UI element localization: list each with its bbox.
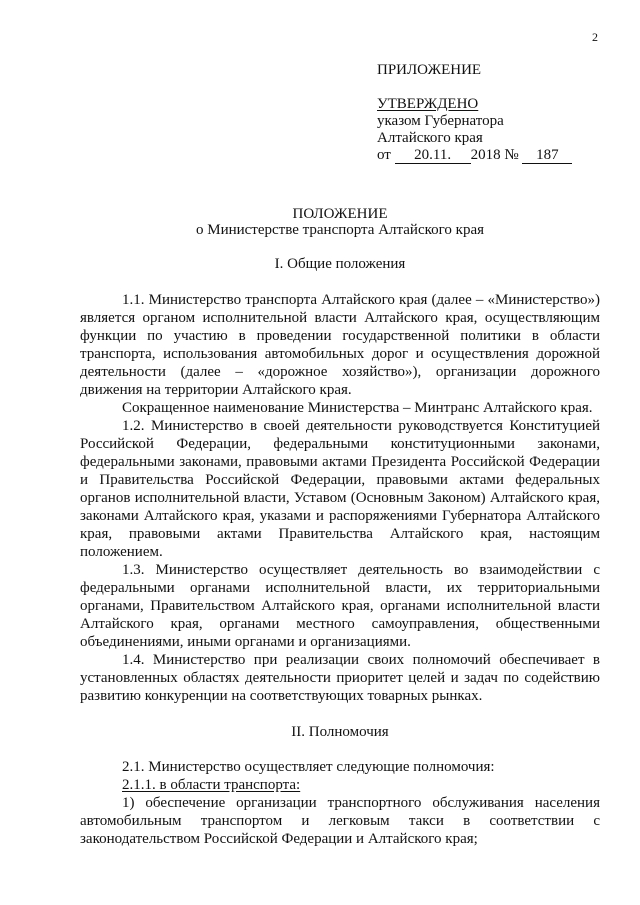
section-2-heading: II. Полномочия: [291, 724, 389, 740]
number-sign: №: [504, 147, 519, 163]
approved-region-line: Алтайского края: [377, 130, 483, 146]
section-1-body: [80, 291, 600, 705]
section-1-heading: I. Общие положения: [274, 256, 406, 272]
approved-label: УТВЕРЖДЕНО: [377, 96, 479, 112]
approval-number: 187: [522, 148, 572, 164]
approval-block: [377, 96, 617, 164]
paragraph-1-4: 1.4. Министерство при реализации своих полномочий обеспечивает в установленных областях деятельности приоритет целей и задач по содействию развитию конкуренции на соответствующих товарных рынках.: [80, 652, 600, 704]
approval-date: 20.11.: [395, 148, 471, 164]
paragraph-2-1: 2.1. Министерство осуществляет следующие полномочия:: [122, 759, 495, 775]
approval-date-line: [377, 147, 617, 164]
paragraph-short-name: Сокращенное наименование Министерства – Минтранс Алтайского края.: [122, 400, 593, 416]
document-title: ПОЛОЖЕНИЕ: [292, 206, 388, 222]
page-number: 2: [592, 30, 598, 44]
paragraph-2-1-1: 2.1.1. в области транспорта:: [122, 777, 301, 793]
appendix-label: ПРИЛОЖЕНИЕ: [377, 62, 482, 78]
section-2-body: [80, 758, 600, 848]
document-subtitle: о Министерстве транспорта Алтайского края: [195, 222, 484, 238]
paragraph-1-3: 1.3. Министерство осуществляет деятельность во взаимодействии с федеральными органами исполнительной власти, их территориальными органами, Правительством Алтайского края, органами исполнительной власти Алтайского края, органами местного самоуправления, общественными объединениями, иными органами и организациями.: [80, 562, 600, 650]
from-label: от: [377, 147, 391, 163]
paragraph-1-1: 1.1. Министерство транспорта Алтайского края (далее – «Министерство») является органом исполнительной власти Алтайского края, осуществляющим функции по участию в проведении государственной политики в области транспорта, использования автомобильных дорог и осуществления дорожной деятельности (далее – «дорожное хозяйство»), организации дорожного движения на территории Алтайского края.: [80, 292, 600, 398]
approval-year: 2018: [470, 147, 501, 163]
paragraph-1-2: 1.2. Министерство в своей деятельности руководствуется Конституцией Российской Федерации, федеральными конституционными законами, федеральными законами, правовыми актами Президента Российской Федерации и Правительства Российской Федерации, правовыми актами федеральных органов исполнительной власти, Уставом (Основным Законом) Алтайского края, законами Алтайского края, указами и распоряжениями Губернатора Алтайского края, правовыми актами Правительства Алтайского края, настоящим положением.: [80, 418, 600, 560]
paragraph-item-1: 1) обеспечение организации транспортного обслуживания населения автомобильным транспортом и легковым такси в соответствии с законодательством Российской Федерации и Алтайского края;: [80, 795, 600, 847]
approved-by-line: указом Губернатора: [377, 113, 504, 129]
